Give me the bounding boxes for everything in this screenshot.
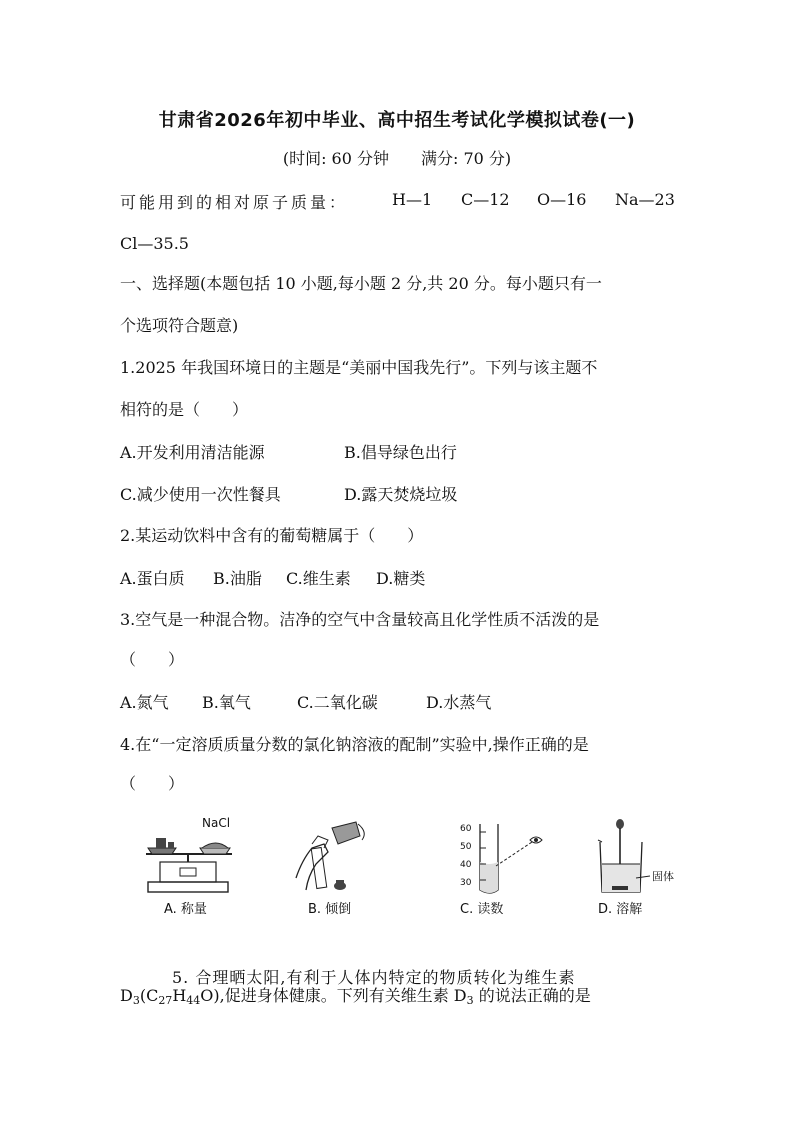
q5-sub-3b: 3	[466, 994, 474, 1007]
q3-option-a[interactable]: A.氮气	[120, 693, 169, 712]
figure-a-balance[interactable]	[140, 818, 250, 918]
q3-stem-line1: 3.空气是一种混合物。洁净的空气中含量较高且化学性质不活泼的是	[120, 610, 600, 629]
q3-stem-line2: （ ）	[120, 650, 185, 669]
q5-stem-line2	[120, 984, 680, 1013]
figure-b-caption: B. 倾倒	[308, 902, 352, 917]
q1-option-a[interactable]: A.开发利用清洁能源	[120, 443, 265, 462]
section1-heading-line2: 个选项符合题意)	[120, 316, 239, 335]
figure-c-reading[interactable]	[456, 818, 556, 918]
mass-c: C—12	[461, 190, 510, 209]
exam-subtitle	[0, 146, 794, 169]
q5-formula-h: H	[172, 986, 187, 1005]
q3-option-d[interactable]: D.水蒸气	[426, 693, 492, 712]
q1-stem-line2: 相符的是（ ）	[120, 400, 249, 419]
q1-stem-line1: 1.2025 年我国环境日的主题是“美丽中国我先行”。下列与该主题不	[120, 358, 598, 377]
tick-30: 30	[460, 878, 472, 888]
beaker-illustration	[592, 818, 692, 898]
q3-option-b[interactable]: B.氧气	[202, 693, 251, 712]
mass-h: H—1	[392, 190, 433, 209]
section1-heading-line1: 一、选择题(本题包括 10 小题,每小题 2 分,共 20 分。每小题只有一	[120, 274, 602, 293]
mass-cl: Cl—35.5	[120, 234, 189, 253]
balance-illustration	[140, 818, 250, 898]
tick-40: 40	[460, 860, 472, 870]
q2-option-d[interactable]: D.糖类	[376, 569, 426, 588]
q1-option-d[interactable]: D.露天焚烧垃圾	[344, 485, 458, 504]
exam-score: 满分: 70 分)	[421, 149, 512, 168]
q5-text-mid: O),促进身体健康。下列有关维生素 D	[200, 986, 467, 1005]
q2-option-a[interactable]: A.蛋白质	[120, 569, 185, 588]
tick-50: 50	[460, 842, 472, 852]
figure-d-dissolving[interactable]	[592, 818, 692, 918]
figure-d-caption: D. 溶解	[598, 902, 643, 917]
tick-60: 60	[460, 824, 472, 834]
mass-o: O—16	[537, 190, 587, 209]
q4-stem-line2: （ ）	[120, 774, 185, 793]
q2-option-b[interactable]: B.油脂	[213, 569, 262, 588]
q5-sub-3a: 3	[132, 994, 140, 1007]
figure-c-caption: C. 读数	[460, 902, 504, 917]
exam-time: (时间: 60 分钟	[282, 149, 389, 168]
q1-option-b[interactable]: B.倡导绿色出行	[344, 443, 457, 462]
nacl-label: NaCl	[202, 816, 231, 830]
q1-option-c[interactable]: C.减少使用一次性餐具	[120, 485, 281, 504]
pouring-illustration	[288, 818, 378, 898]
q2-stem: 2.某运动饮料中含有的葡萄糖属于（ ）	[120, 526, 424, 545]
q5-stem-line1: 5. 合理晒太阳,有利于人体内特定的物质转化为维生素	[172, 968, 576, 987]
q5-text-end: 的说法正确的是	[473, 986, 591, 1005]
q3-option-c[interactable]: C.二氧化碳	[297, 693, 378, 712]
solid-label: 固体	[652, 870, 674, 883]
mass-na: Na—23	[615, 190, 675, 209]
figure-a-caption: A. 称量	[164, 902, 207, 917]
q5-sub-27: 27	[158, 994, 173, 1007]
q4-figures	[140, 818, 680, 918]
atomic-masses-label: 可能用到的相对原子质量：	[120, 193, 349, 212]
q5-formula-c: (C	[139, 986, 159, 1005]
q5-sub-44: 44	[186, 994, 201, 1007]
q2-option-c[interactable]: C.维生素	[286, 569, 351, 588]
exam-title: 甘肃省2026年初中毕业、高中招生考试化学模拟试卷(一)	[158, 110, 636, 131]
q4-stem-line1: 4.在“一定溶质质量分数的氯化钠溶液的配制”实验中,操作正确的是	[120, 735, 589, 754]
figure-b-pouring[interactable]	[288, 818, 378, 918]
q5-d: D	[120, 986, 133, 1005]
